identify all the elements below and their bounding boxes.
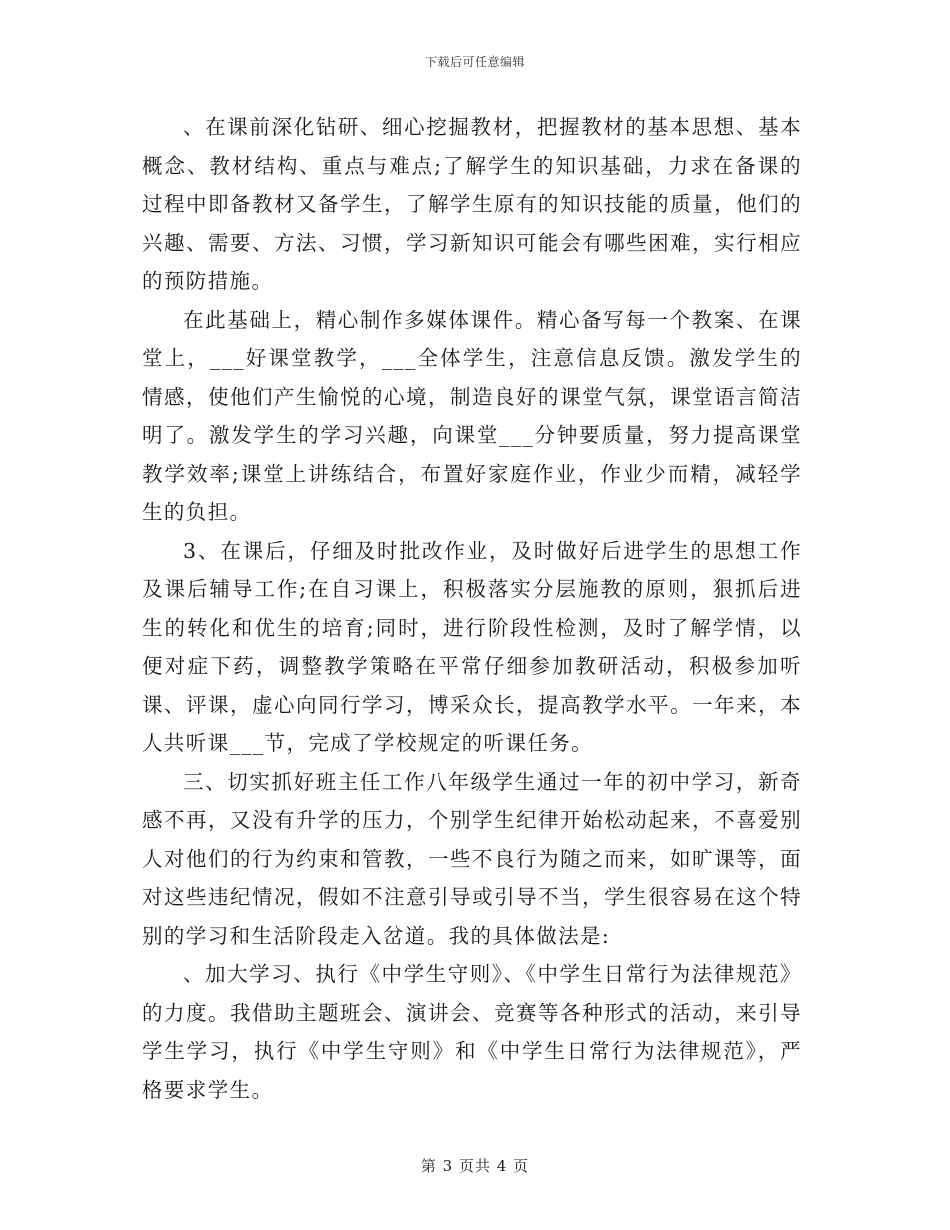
paragraph-2: 在此基础上，精心制作多媒体课件。精心备写每一个教案、在课堂上，___好课堂教学，___全体学生，注意信息反馈。激发学生的情感，使他们产生愉悦的心境，制造良好的课堂气氛，课堂语言简洁明了。激发学生的学习兴趣，向课堂___分钟要质量，努力提高课堂教学效率;课堂上讲练结合，布置好家庭作业，作业少而精，减轻学生的负担。 xyxy=(142,307,802,524)
paragraph-3: 3、在课后，仔细及时批改作业，及时做好后进学生的思想工作及课后辅导工作;在自习课上，积极落实分层施教的原则，狠抓后进生的转化和优生的培育;同时，进行阶段性检测，及时了解学情，以便对症下药，调整教学策略在平常仔细参加教研活动，积极参加听课、评课，虚心向同行学习，博采众长，提高教学水平。一年来，本人共听课___节，完成了学校规定的听课任务。 xyxy=(142,538,802,755)
paragraph-4: 三、切实抓好班主任工作八年级学生通过一年的初中学习，新奇感不再，又没有升学的压力，个别学生纪律开始松动起来，不喜爱别人对他们的行为约束和管教，一些不良行为随之而来，如旷课等，面对这些违纪情况，假如不注意引导或引导不当，学生很容易在这个特别的学习和生活阶段走入岔道。我的具体做法是: xyxy=(142,769,802,948)
page-header: 下载后可任意编辑 xyxy=(424,55,525,69)
paragraph-5: 、加大学习、执行《中学生守则》、《中学生日常行为法律规范》的力度。我借助主题班会、演讲会、竞赛等各种形式的活动，来引导学生学习，执行《中学生守则》和《中学生日常行为法律规范》，严格要求学生。 xyxy=(142,962,802,1102)
page-number: 第 3 页共 4 页 xyxy=(420,1157,530,1175)
paragraph-1: 、在课前深化钻研、细心挖掘教材，把握教材的基本思想、基本概念、教材结构、重点与难点;了解学生的知识基础，力求在备课的过程中即备教材又备学生，了解学生原有的知识技能的质量，他们的兴趣、需要、方法、习惯，学习新知识可能会有哪些困难，实行相应的预防措施。 xyxy=(142,115,802,293)
document-body xyxy=(142,108,802,1109)
